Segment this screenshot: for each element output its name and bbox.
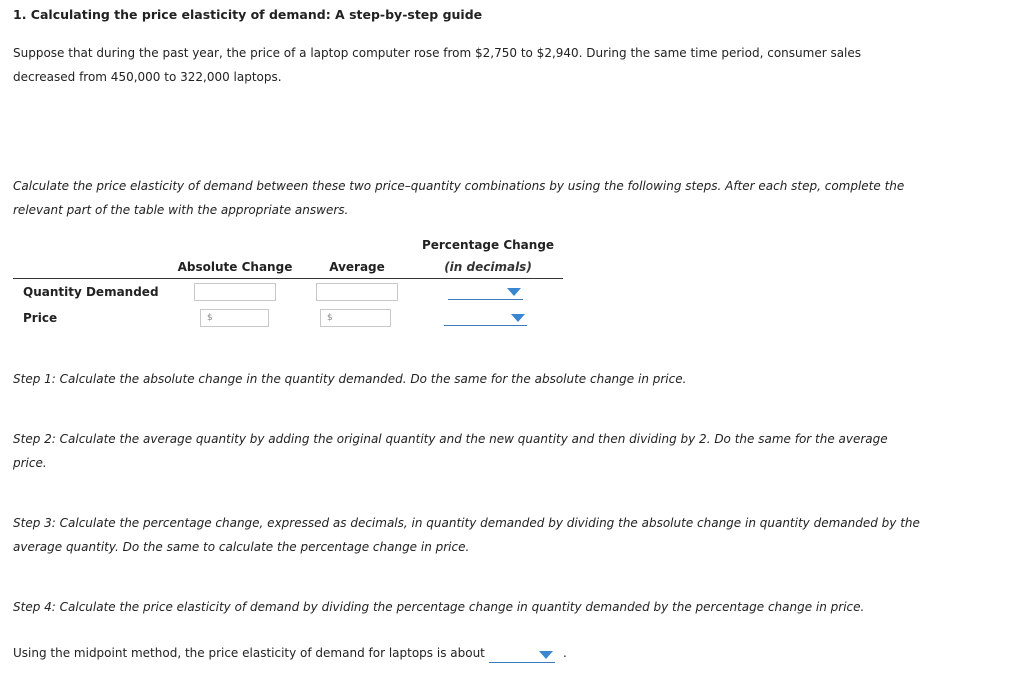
quantity-average-input[interactable]: [316, 283, 398, 301]
intro-line-1: Suppose that during the past year, the price of a laptop computer rose from $2,750 to $2,940. During the same time period, consumer sales: [13, 46, 862, 60]
currency-prefix: $: [327, 313, 333, 323]
chevron-down-icon: [507, 288, 521, 296]
chevron-down-icon: [511, 314, 525, 322]
instructions-line-1: Calculate the price elasticity of demand between these two price–quantity combinations by using the following steps. After each step, complete the: [13, 179, 905, 193]
step-2: [13, 427, 973, 475]
step-4: Step 4: Calculate the price elasticity of demand by dividing the percentage change in quantity demanded by the percentage change in price.: [13, 600, 865, 614]
instructions-line-2: relevant part of the table with the appropriate answers.: [13, 203, 349, 217]
instructions-paragraph: [13, 174, 973, 222]
header-absolute-change: Absolute Change: [177, 260, 293, 274]
row-label-quantity-demanded: Quantity Demanded: [23, 285, 159, 299]
header-percentage-change: Percentage Change: [421, 238, 555, 252]
step-3: [13, 511, 973, 559]
elasticity-answer-dropdown[interactable]: [489, 649, 555, 663]
quantity-absolute-change-input[interactable]: [194, 283, 276, 301]
step-3-line-2: average quantity. Do the same to calculate the percentage change in price.: [13, 540, 470, 554]
step-1: Step 1: Calculate the absolute change in the quantity demanded. Do the same for the absolute change in price.: [13, 372, 687, 386]
final-period: .: [563, 646, 567, 660]
price-absolute-change-input[interactable]: [200, 309, 269, 327]
step-2-line-1: Step 2: Calculate the average quantity by adding the original quantity and the new quantity and then dividing by 2. Do the same for the average: [13, 432, 888, 446]
final-question-text: Using the midpoint method, the price elasticity of demand for laptops is about: [13, 646, 485, 660]
header-average: Average: [329, 260, 385, 274]
question-title: 1. Calculating the price elasticity of demand: A step-by-step guide: [13, 7, 483, 22]
quantity-percentage-change-dropdown[interactable]: [448, 286, 523, 300]
intro-paragraph: [13, 41, 973, 89]
price-average-input[interactable]: [320, 309, 391, 327]
row-label-price: Price: [23, 311, 58, 325]
currency-prefix: $: [207, 313, 213, 323]
price-percentage-change-dropdown[interactable]: [444, 312, 527, 326]
chevron-down-icon: [539, 651, 553, 659]
table-header-divider: [13, 278, 563, 279]
step-3-line-1: Step 3: Calculate the percentage change, expressed as decimals, in quantity demanded by dividing the absolute change in quantity demanded by the: [13, 516, 920, 530]
intro-line-2: decreased from 450,000 to 322,000 laptops.: [13, 70, 282, 84]
step-2-line-2: price.: [13, 456, 47, 470]
header-percentage-change-sub: (in decimals): [444, 260, 532, 274]
